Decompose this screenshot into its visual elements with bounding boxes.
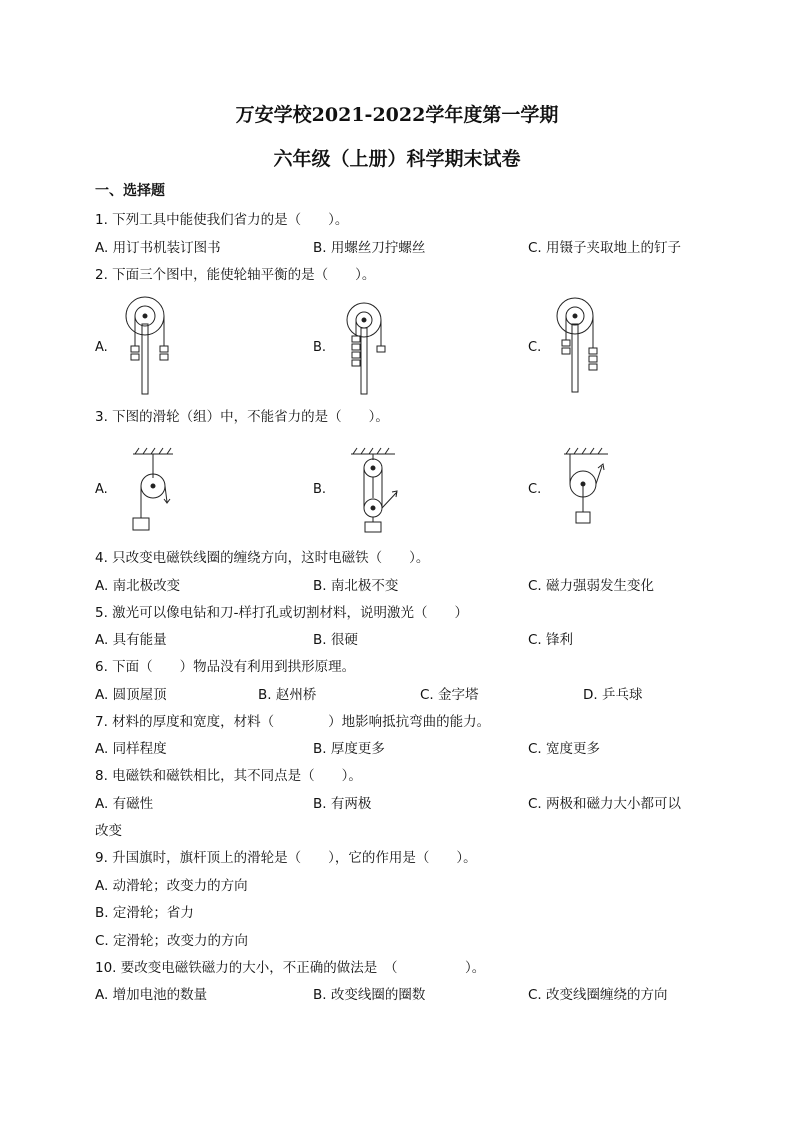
question-1-stem: 1. 下列工具中能使我们省力的是（ ）。 <box>95 212 349 228</box>
question-10-option-c: C. 改变线圈缠绕的方向 <box>528 987 668 1003</box>
question-5-option-c: C. 锋利 <box>528 632 574 648</box>
question-5-option-a: A. 具有能量 <box>95 632 167 648</box>
question-2-label-c: C. <box>528 340 542 355</box>
question-9-option-c: C. 定滑轮；改变力的方向 <box>95 933 249 949</box>
question-4-option-a: A. 南北极改变 <box>95 578 181 594</box>
wheel-axle-figure-a <box>120 296 180 396</box>
exam-title: 万安学校2021-2022学年度第一学期 <box>235 104 559 126</box>
wheel-axle-figure-c <box>553 294 608 394</box>
question-8-option-b: B. 有两极 <box>313 796 372 812</box>
question-8-stem: 8. 电磁铁和磁铁相比，其不同点是（ ）。 <box>95 768 362 784</box>
pulley-figure-b <box>345 448 410 534</box>
question-3-label-b: B. <box>313 482 327 497</box>
question-6-option-b: B. 赵州桥 <box>258 687 317 703</box>
question-9-stem: 9. 升国旗时，旗杆顶上的滑轮是（ ），它的作用是（ ）。 <box>95 850 477 866</box>
question-1-option-b: B. 用螺丝刀拧螺丝 <box>313 240 426 256</box>
question-3-label-c: C. <box>528 482 542 497</box>
question-10-option-a: A. 增加电池的数量 <box>95 987 208 1003</box>
question-7-stem: 7. 材料的厚度和宽度，材料（ ）地影响抵抗弯曲的能力。 <box>95 714 491 730</box>
question-1-option-c: C. 用镊子夹取地上的钉子 <box>528 240 682 256</box>
exam-subtitle: 六年级（上册）科学期末试卷 <box>273 148 521 170</box>
section-heading: 一、选择题 <box>95 183 165 199</box>
question-6-stem: 6. 下面（ ）物品没有利用到拱形原理。 <box>95 659 356 675</box>
question-8-option-c: C. 两极和磁力大小都可以 <box>528 796 682 812</box>
question-9-option-b: B. 定滑轮；省力 <box>95 905 194 921</box>
question-5-stem: 5. 激光可以像电钻和刀-样打孔或切割材料，说明激光（ ） <box>95 605 469 621</box>
question-7-option-c: C. 宽度更多 <box>528 741 601 757</box>
question-2-label-b: B. <box>313 340 327 355</box>
question-6-option-a: A. 圆顶屋顶 <box>95 687 167 703</box>
question-10-option-b: B. 改变线圈的圈数 <box>313 987 426 1003</box>
question-5-option-b: B. 很硬 <box>313 632 358 648</box>
question-4-stem: 4. 只改变电磁铁线圈的缠绕方向，这时电磁铁（ ）。 <box>95 550 430 566</box>
question-3-stem: 3. 下图的滑轮（组）中，不能省力的是（ ）。 <box>95 409 389 425</box>
question-8-option-c-continued: 改变 <box>95 823 122 839</box>
question-2-stem: 2. 下面三个图中，能使轮轴平衡的是（ ）。 <box>95 267 376 283</box>
question-3-label-a: A. <box>95 482 108 497</box>
question-8-option-a: A. 有磁性 <box>95 796 154 812</box>
wheel-axle-figure-b <box>342 300 392 396</box>
question-10-stem: 10. 要改变电磁铁磁力的大小，不正确的做法是 （ ）。 <box>95 960 486 976</box>
question-7-option-b: B. 厚度更多 <box>313 741 385 757</box>
question-2-label-a: A. <box>95 340 108 355</box>
question-7-option-a: A. 同样程度 <box>95 741 167 757</box>
pulley-figure-c <box>560 448 620 528</box>
question-1-option-a: A. 用订书机装订图书 <box>95 240 221 256</box>
question-9-option-a: A. 动滑轮；改变力的方向 <box>95 878 248 894</box>
question-4-option-c: C. 磁力强弱发生变化 <box>528 578 655 594</box>
pulley-figure-a <box>125 448 185 534</box>
question-4-option-b: B. 南北极不变 <box>313 578 399 594</box>
question-6-option-c: C. 金字塔 <box>420 687 479 703</box>
question-6-option-d: D. 乒乓球 <box>583 687 643 703</box>
